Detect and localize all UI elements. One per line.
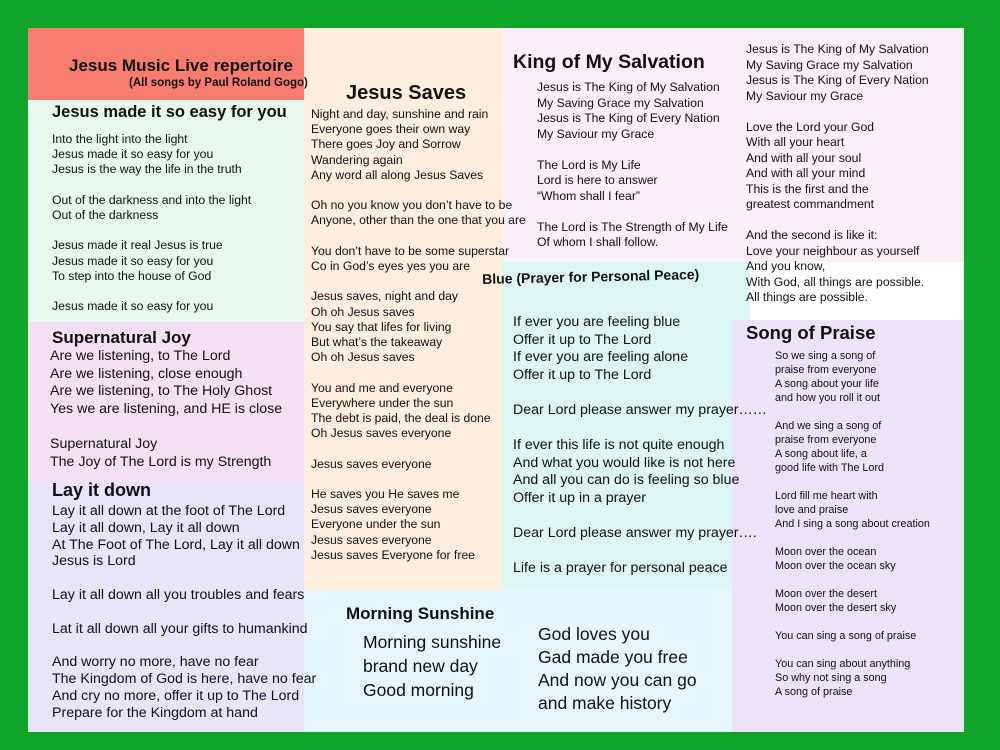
song-title-supernatural: Supernatural Joy [52,328,191,347]
song-lyrics-praise: So we sing a song of praise from everyone A song about your life and how you roll it out And we sing a song of praise from everyone A song about life, a good life with The Lord Lord fill me heart with love and praise And I sing a song about creation Moon over the ocean Moon over the ocean sky Moon over the desert Moon over the desert sky You can sing a song of praise You can sing about anything So why not sing a song A song of praise [775,350,930,698]
song-title-easy: Jesus made it so easy for you [52,103,287,121]
song-lyrics-laydown: Lay it all down at the foot of The Lord Lay it all down, Lay it all down At The Foot of The Lord, Lay it all down Jesus is Lord Lay it all down all you troubles and fears Lat it all down all your gifts to humankind And worry no more, have no fear The Kingdom of God is here, have no fear And cry no more, offer it up to The Lord Prepare for the Kingdom at hand [52,503,317,721]
song-lyrics-easy: Into the light into the light Jesus made it so easy for you Jesus is the way the life in the truth Out of the darkness and into the light Out of the darkness Jesus made it real Jesus is true Jesus made it so easy for you To step into the house of God Jesus made it so easy for you [52,132,252,314]
song-lyrics-blue: If ever you are feeling blue Offer it up to The Lord If ever you are feeling alone Offer it up to The Lord Dear Lord please answer my prayer…… If ever this life is not quite enough And what you would like is not here And all you can do is feeling so blue Offer it up in a prayer Dear Lord please answer my prayer…. Life is a prayer for personal peace [513,314,767,577]
song-lyrics-saves: Night and day, sunshine and rain Everyone goes their own way There goes Joy and Sorrow Wandering again Any word all along Jesus Saves Oh no you know you don’t have to be Anyone, other than the one that you are You don’t have to be some superstar Co in God’s eyes yes you are Jesus saves, night and day Oh oh Jesus saves You say that lifes for living But what’s the takeaway Oh oh Jesus saves You and me and everyone Everywhere under the sun The debt is paid, the deal is done Oh Jesus saves everyone Jesus saves everyone He saves you He saves me Jesus saves everyone Everyone under the sun Jesus saves everyone Jesus saves Everyone for free [311,107,526,562]
song-title-blue: Blue (Prayer for Personal Peace) [482,266,700,287]
song-lyrics-morning: Morning sunshine brand new day Good morning [363,632,502,700]
page-subtitle: (All songs by Paul Roland Gogo) [129,77,308,89]
song-lyrics-king: Jesus is The King of My Salvation My Saving Grace my Salvation Jesus is The King of Every Nation My Saviour my Grace The Lord is My Life Lord is here to answer “Whom shall I fear” The Lord is The Strength of My Life Of whom I shall follow. [537,80,728,249]
song-board [28,28,964,732]
song-lyrics-king-continued: Jesus is The King of My Salvation My Saving Grace my Salvation Jesus is The King of Every Nation My Saviour my Grace Love the Lord your God With all your heart And with all your soul And with all your mind This is the first and the greatest commandment And the second is like it: Love your neighbour as yourself And you know, With God, all things are possible. All things are possible. [746,42,929,304]
song-lyrics-supernatural: Are we listening, to The Lord Are we listening, close enough Are we listening, to The Holy Ghost Yes we are listening, and HE is close Supernatural Joy The Joy of The Lord is my Strength [50,348,283,470]
song-title-morning: Morning Sunshine [346,604,495,623]
page-title: Jesus Music Live repertoire [69,56,293,75]
song-title-king: King of My Salvation [513,51,705,73]
song-title-saves: Jesus Saves [346,82,467,104]
song-title-laydown: Lay it down [52,480,151,500]
song-title-praise: Song of Praise [746,322,876,343]
song-lyrics-morning-verse2: God loves you Gad made you free And now you can go and make history [538,624,697,713]
